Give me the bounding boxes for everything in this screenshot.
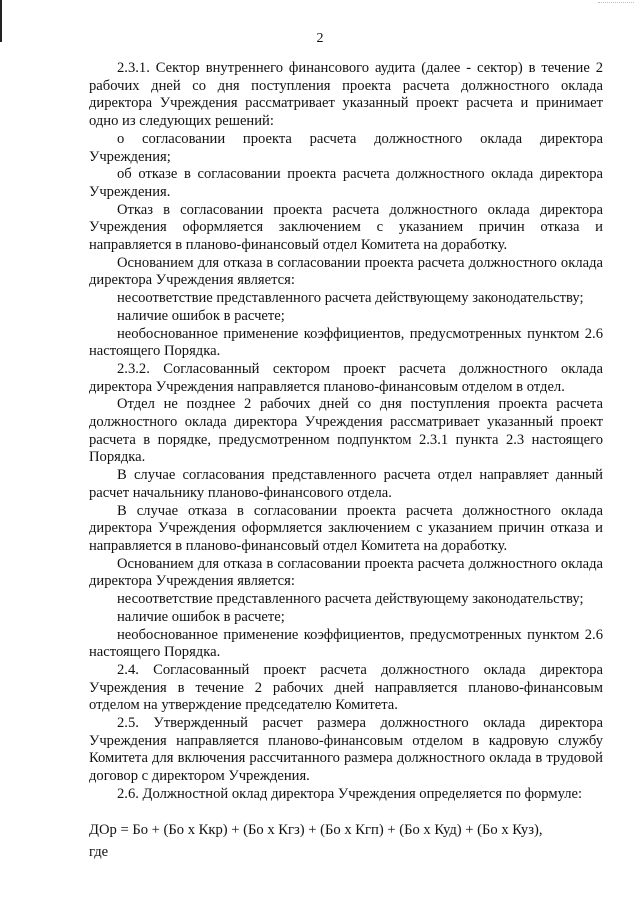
page-number: 2	[316, 31, 324, 46]
paragraph-2-4: 2.4. Согласованный проект расчета должностного оклада директора Учреждения в течение 2 рабочих дней направляется планово-финансовым отделом на утверждение председателю Комитета.	[89, 661, 603, 714]
paragraph-2-6: 2.6. Должностной оклад директора Учреждения определяется по формуле:	[117, 785, 583, 802]
ground-legislation: несоответствие представленного расчета действующему законодательству;	[117, 290, 584, 307]
paragraph-2-3-1: 2.3.1. Сектор внутреннего финансового аудита (далее - сектор) в течение 2 рабочих дней со дня поступления проекта расчета должностного оклада директора Учреждения рассматривает указанный проект расчета и принимает одно из следующих решений:	[89, 60, 603, 130]
document-body	[89, 60, 603, 862]
formula-where: где	[89, 844, 109, 861]
decision-approve: о согласовании проекта расчета должностного оклада директора Учреждения;	[89, 130, 603, 165]
salary-formula: ДОр = Бо + (Бо х Ккр) + (Бо х Кгз) + (Бо х Кгп) + (Бо х Куд) + (Бо х Куз),	[89, 821, 543, 838]
ground-legislation-2: несоответствие представленного расчета действующему законодательству;	[117, 591, 584, 608]
approval-case: В случае согласования представленного расчета отдел направляет данный расчет начальнику планово-финансового отдела.	[89, 467, 603, 501]
paragraph-2-3-2: 2.3.2. Согласованный сектором проект расчета должностного оклада директора Учреждения направляется планово-финансовым отделом в отдел.	[89, 360, 603, 395]
ground-errors-2: наличие ошибок в расчете;	[117, 608, 285, 625]
decision-refuse: об отказе в согласовании проекта расчета должностного оклада директора Учреждения.	[89, 166, 603, 200]
department-review: Отдел не позднее 2 рабочих дней со дня поступления проекта расчета должностного оклада директора Учреждения рассматривает указанный проект расчета в порядке, предусмотренном подпунктом 2.3.1 пункта 2.3 настоящего Порядка.	[89, 396, 603, 466]
ground-coefficients-2: необоснованное применение коэффициентов, предусмотренных пунктом 2.6 настоящего Порядка.	[89, 626, 603, 661]
refusal-grounds-intro-2: Основанием для отказа в согласовании проекта расчета должностного оклада директора Учреждения является:	[89, 555, 603, 590]
refusal-grounds-intro: Основанием для отказа в согласовании проекта расчета должностного оклада директора Учреждения является:	[89, 254, 603, 289]
refusal-case: В случае отказа в согласовании проекта расчета должностного оклада директора Учреждения оформляется заключением с указанием причин отказа и направляется в планово-финансовый отдел Комитета на доработку.	[89, 502, 603, 554]
paragraph-2-5: 2.5. Утвержденный расчет размера должностного оклада директора Учреждения направляется планово-финансовым отделом в кадровую службу Комитета для включения рассчитанного размера должностного оклада в трудовой договор с директором Учреждения.	[89, 715, 603, 785]
refusal-procedure: Отказ в согласовании проекта расчета должностного оклада директора Учреждения оформляется заключением с указанием причин отказа и направляется в планово-финансовый отдел Комитета на доработку.	[89, 201, 603, 254]
scan-artifact	[598, 2, 634, 5]
ground-coefficients: необоснованное применение коэффициентов, предусмотренных пунктом 2.6 настоящего Порядка.	[89, 325, 603, 360]
ground-errors: наличие ошибок в расчете;	[117, 307, 285, 324]
